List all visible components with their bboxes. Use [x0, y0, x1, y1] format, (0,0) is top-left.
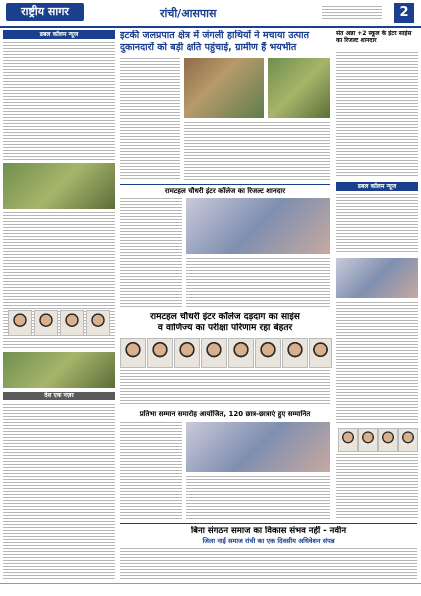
student-photo	[174, 338, 200, 368]
student-photo	[120, 338, 146, 368]
top-story-text-2	[184, 122, 330, 180]
footer-strip	[0, 583, 421, 596]
top-story-photo-2	[268, 58, 330, 118]
top-story-text	[120, 58, 180, 180]
right-column-text	[336, 52, 418, 178]
portrait-photo	[8, 310, 32, 336]
newspaper-brand-logo: राष्ट्रीय सागर	[6, 3, 84, 21]
bottom-subheadline: जिला नाई समाज रांची का एक दिवसीय अधिवेशन संपन्न	[202, 537, 335, 545]
student-photo	[309, 338, 332, 368]
college-result-headline-2: व वाणिज्य का परीक्षा परिणाम रहा बेहतर	[157, 323, 293, 333]
right-column-text-4	[336, 454, 418, 520]
student-photo	[378, 428, 398, 452]
top-headline-line-1: इटकी जलप्रपात क्षेत्र में जंगली हाथियों ने मचाया उत्पात	[120, 30, 310, 41]
divider	[120, 184, 330, 185]
left-column-label: डबल कॉलम न्यूज	[3, 30, 115, 39]
bottom-headline: बिना संगठन समाज का विकास संभव नहीं - नवीन	[190, 526, 347, 536]
student-photo	[358, 428, 378, 452]
portrait-photo	[34, 310, 58, 336]
student-photo	[398, 428, 418, 452]
right-column-label: डबल कॉलम न्यूज	[336, 182, 418, 191]
college-result-text	[120, 370, 330, 406]
page-number: 2	[394, 3, 414, 23]
student-photo	[228, 338, 254, 368]
left-column-photo-2	[3, 352, 115, 388]
student-photo	[147, 338, 173, 368]
college-result-headline-1: रामटहल चौधरी इंटर कॉलेज दड़दाग का साइंस	[150, 312, 300, 322]
mid-story-text	[120, 198, 182, 308]
right-column-text-3	[336, 302, 418, 424]
portrait-photo	[86, 310, 110, 336]
student-photo	[282, 338, 308, 368]
right-column-text-2	[336, 194, 418, 254]
bottom-story-text	[120, 548, 417, 580]
right-top-headline: संत अन्ना +2 स्कूल के इंटर साइंस का रिजल्ट शानदार	[336, 30, 412, 44]
felicitation-headline: प्रतिभा सम्मान समारोह आयोजित, 120 छात्र-छात्राएं हुए सम्मानित	[139, 410, 311, 418]
top-headline-line-2: दुकानदारों को बड़ी क्षति पहुंचाई, ग्रामीण हैं भयभीत	[120, 42, 297, 53]
felicitation-photo	[186, 422, 330, 472]
students-group-photo	[186, 198, 330, 254]
left-column-text-3	[3, 404, 115, 580]
section-title: रांची/आसपास	[160, 7, 217, 20]
student-photo	[201, 338, 227, 368]
felicitation-text-2	[186, 476, 330, 520]
divider	[120, 523, 417, 524]
left-column-text	[3, 42, 115, 160]
dateline	[322, 6, 382, 20]
felicitation-text	[120, 422, 182, 520]
student-photo	[255, 338, 281, 368]
left-column-photo	[3, 163, 115, 209]
mid-story-text-2	[186, 258, 330, 308]
mid-banner-headline: रामटहल चौधरी इंटर कॉलेज का रिजल्ट शानदार	[164, 187, 286, 195]
elephant-damage-photo	[184, 58, 264, 118]
right-column-photo	[336, 258, 418, 298]
portrait-photo	[60, 310, 84, 336]
desk-box-heading: देश एक नज़र	[3, 392, 115, 400]
student-photo	[338, 428, 358, 452]
